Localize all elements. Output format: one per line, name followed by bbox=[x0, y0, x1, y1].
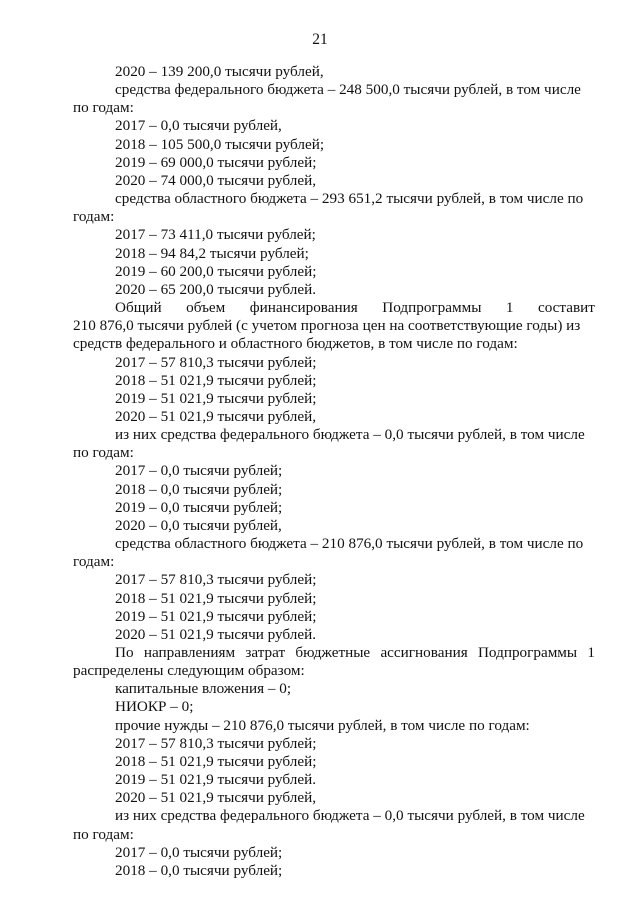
text-word: Общий bbox=[115, 299, 162, 317]
text-line: 2020 – 51 021,9 тысячи рублей, bbox=[115, 407, 317, 425]
text-word: финансирования bbox=[249, 299, 358, 317]
document-body bbox=[73, 63, 595, 880]
text-line: из них средства федерального бюджета – 0,0 тысячи рублей, в том числе bbox=[115, 807, 585, 825]
text-line: 2020 – 74 000,0 тысячи рублей, bbox=[115, 171, 317, 189]
text-line: 2019 – 51 021,9 тысячи рублей; bbox=[115, 607, 317, 625]
text-line: 2020 – 51 021,9 тысячи рублей, bbox=[115, 789, 317, 807]
text-line: 2017 – 0,0 тысячи рублей, bbox=[115, 117, 282, 135]
text-line: 2018 – 0,0 тысячи рублей; bbox=[115, 480, 283, 498]
text-word: По bbox=[115, 644, 134, 661]
text-line: годам: bbox=[73, 553, 115, 571]
text-word: объем bbox=[186, 299, 226, 317]
text-line: 2020 – 139 200,0 тысячи рублей, bbox=[115, 63, 324, 80]
text-line: 2020 – 65 200,0 тысячи рублей. bbox=[115, 280, 317, 298]
text-line: 2017 – 73 411,0 тысячи рублей; bbox=[115, 226, 316, 244]
text-line: по годам: bbox=[73, 444, 134, 462]
text-line: прочие нужды – 210 876,0 тысячи рублей, в том числе по годам: bbox=[115, 716, 530, 734]
text-word: Подпрограммы bbox=[382, 299, 482, 317]
text-line: 2020 – 0,0 тысячи рублей, bbox=[115, 516, 282, 534]
text-line: по годам: bbox=[73, 99, 134, 117]
text-line: средства федерального бюджета – 248 500,0 тысячи рублей, в том числе bbox=[115, 81, 581, 99]
text-line: 2017 – 0,0 тысячи рублей; bbox=[115, 462, 283, 480]
text-line bbox=[73, 644, 595, 662]
text-line: средств федерального и областного бюджетов, в том числе по годам: bbox=[73, 335, 518, 353]
text-word: 1 bbox=[505, 299, 514, 317]
text-line: распределены следующим образом: bbox=[73, 662, 305, 680]
text-line: 2018 – 51 021,9 тысячи рублей; bbox=[115, 752, 317, 770]
text-line: 2018 – 51 021,9 тысячи рублей; bbox=[115, 371, 317, 389]
text-line: из них средства федерального бюджета – 0,0 тысячи рублей, в том числе bbox=[115, 426, 585, 444]
text-line: 2017 – 57 810,3 тысячи рублей; bbox=[115, 571, 317, 589]
text-line: 2019 – 60 200,0 тысячи рублей; bbox=[115, 262, 317, 280]
text-line: 2017 – 57 810,3 тысячи рублей; bbox=[115, 734, 317, 752]
text-line: годам: bbox=[73, 208, 115, 226]
text-word: затрат bbox=[245, 644, 286, 661]
text-word: 1 bbox=[587, 644, 595, 661]
text-word: бюджетные bbox=[295, 644, 371, 661]
text-line: 2019 – 51 021,9 тысячи рублей. bbox=[115, 771, 317, 789]
text-line: 2017 – 0,0 тысячи рублей; bbox=[115, 843, 283, 861]
text-line: 2019 – 0,0 тысячи рублей; bbox=[115, 498, 283, 516]
text-line: НИОКР – 0; bbox=[115, 698, 194, 716]
text-line: 2017 – 57 810,3 тысячи рублей; bbox=[115, 353, 317, 371]
text-line: по годам: bbox=[73, 825, 134, 843]
text-line: 2018 – 105 500,0 тысячи рублей; bbox=[115, 135, 325, 153]
text-line: средства областного бюджета – 210 876,0 тысячи рублей, в том числе по bbox=[115, 535, 584, 553]
text-line: 2018 – 51 021,9 тысячи рублей; bbox=[115, 589, 317, 607]
text-line: 2018 – 94 84,2 тысячи рублей; bbox=[115, 244, 309, 262]
text-line: капитальные вложения – 0; bbox=[115, 680, 292, 698]
text-word: ассигнования bbox=[380, 644, 468, 661]
text-line: 2019 – 51 021,9 тысячи рублей; bbox=[115, 389, 317, 407]
text-word: Подпрограммы bbox=[477, 644, 578, 661]
text-word: направлениям bbox=[143, 644, 236, 661]
text-line: средства областного бюджета – 293 651,2 тысячи рублей, в том числе по bbox=[115, 190, 584, 208]
text-line: 2020 – 51 021,9 тысячи рублей. bbox=[115, 625, 317, 643]
text-line: 2019 – 69 000,0 тысячи рублей; bbox=[115, 153, 317, 171]
text-word: составит bbox=[537, 299, 595, 317]
text-line bbox=[73, 299, 595, 317]
page-number: 21 bbox=[312, 31, 328, 48]
text-line: 210 876,0 тысячи рублей (с учетом прогноза цен на соответствующие годы) из bbox=[73, 317, 581, 335]
text-line: 2018 – 0,0 тысячи рублей; bbox=[115, 861, 283, 879]
